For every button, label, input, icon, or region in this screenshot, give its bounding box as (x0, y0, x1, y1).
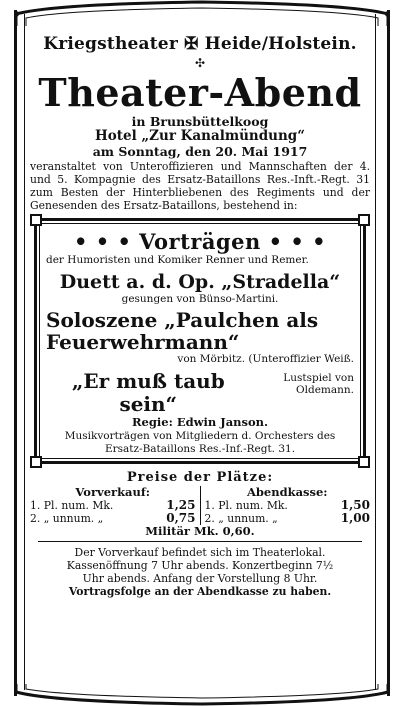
program-vortraegen-title: • • • Vorträgen • • • (73, 229, 327, 254)
prices-section (30, 470, 370, 538)
abendkasse-label: Abendkasse: (246, 485, 328, 499)
prices-title: Preise der Plätze: (126, 470, 274, 485)
price-row-value: 1,00 (340, 511, 370, 525)
program-musik: Musikvorträgen von Mitgliedern d. Orchesters des Ersatz-Bataillons Res.-Inf.-Regt. 31. (64, 430, 336, 455)
price-row-label: 2. „ unnum. „ (204, 512, 278, 525)
divider (38, 541, 362, 542)
vorverkauf-label: Vorverkauf: (75, 485, 151, 499)
event-date: am Sonntag, den 20. Mai 1917 (92, 144, 308, 159)
corner-ornament (30, 214, 42, 226)
prices-columns (30, 486, 370, 525)
footer-line: Der Vorverkauf befindet sich im Theaterlokal. (74, 546, 326, 559)
program-soloszene-title: Soloszene „Paulchen als Feuerwehrmann“ (46, 308, 319, 354)
price-row-label: 1. Pl. num. Mk. (204, 499, 288, 512)
event-place: in Brunsbüttelkoog (131, 114, 269, 129)
corner-ornament (358, 456, 370, 468)
poster-content (30, 18, 370, 598)
footer-info (30, 546, 370, 598)
program-vortraegen-text: der Humoristen und Komiker Renner und Remer. (46, 254, 309, 266)
abendkasse-column (201, 486, 371, 525)
vorverkauf-column (30, 486, 201, 525)
poster-title: Theater-Abend (38, 70, 362, 115)
price-row-value: 1,25 (166, 498, 196, 512)
program-regie: Regie: Edwin Janson. (131, 414, 269, 429)
program-soloszene-text: von Mörbitz. (Unteroffizier Weiß. (177, 353, 354, 365)
organizer-heading: Kriegstheater ✠ Heide/Holstein. (43, 34, 357, 54)
price-row-value: 1,50 (340, 498, 370, 512)
corner-ornament (30, 456, 42, 468)
program-duett-text: gesungen von Bünso-Martini. (121, 292, 279, 305)
price-row-label: 2. „ unnum. „ (30, 512, 104, 525)
program-lustspiel-text: Lustspiel von Oldemann. (283, 371, 354, 396)
program-lustspiel-title: „Er muß taub sein“ (71, 368, 225, 416)
price-row-value: 0,75 (166, 511, 196, 525)
program-lustspiel-row (46, 370, 354, 416)
corner-ornament (358, 214, 370, 226)
event-hotel: Hotel „Zur Kanalmündung“ (94, 128, 306, 144)
program-duett-title: Duett a. d. Op. „Stradella“ (59, 270, 341, 293)
program-box (34, 218, 366, 464)
flower-ornament-icon: ✣ (194, 56, 206, 70)
militaer-price: Militär Mk. 0,60. (145, 524, 255, 538)
footer-line: Uhr abends. Anfang der Vorstellung 8 Uhr. (82, 572, 318, 585)
event-description: veranstaltet von Unteroffizieren und Mannschaften der 4. und 5. Kompagnie des Ersatz-Bataillons Res.-Inft.-Regt. 31 zum Besten der Hinterbliebenen des Regiments und der Genesenden des Ersatz-Bataillons, bestehend in: (30, 160, 370, 212)
price-row-label: 1. Pl. num. Mk. (30, 499, 114, 512)
footer-line: Vortragsfolge an der Abendkasse zu haben. (68, 585, 332, 598)
footer-line: Kassenöffnung 7 Uhr abends. Konzertbeginn 7½ (66, 559, 334, 572)
bottom-frame-ornament (14, 684, 390, 706)
